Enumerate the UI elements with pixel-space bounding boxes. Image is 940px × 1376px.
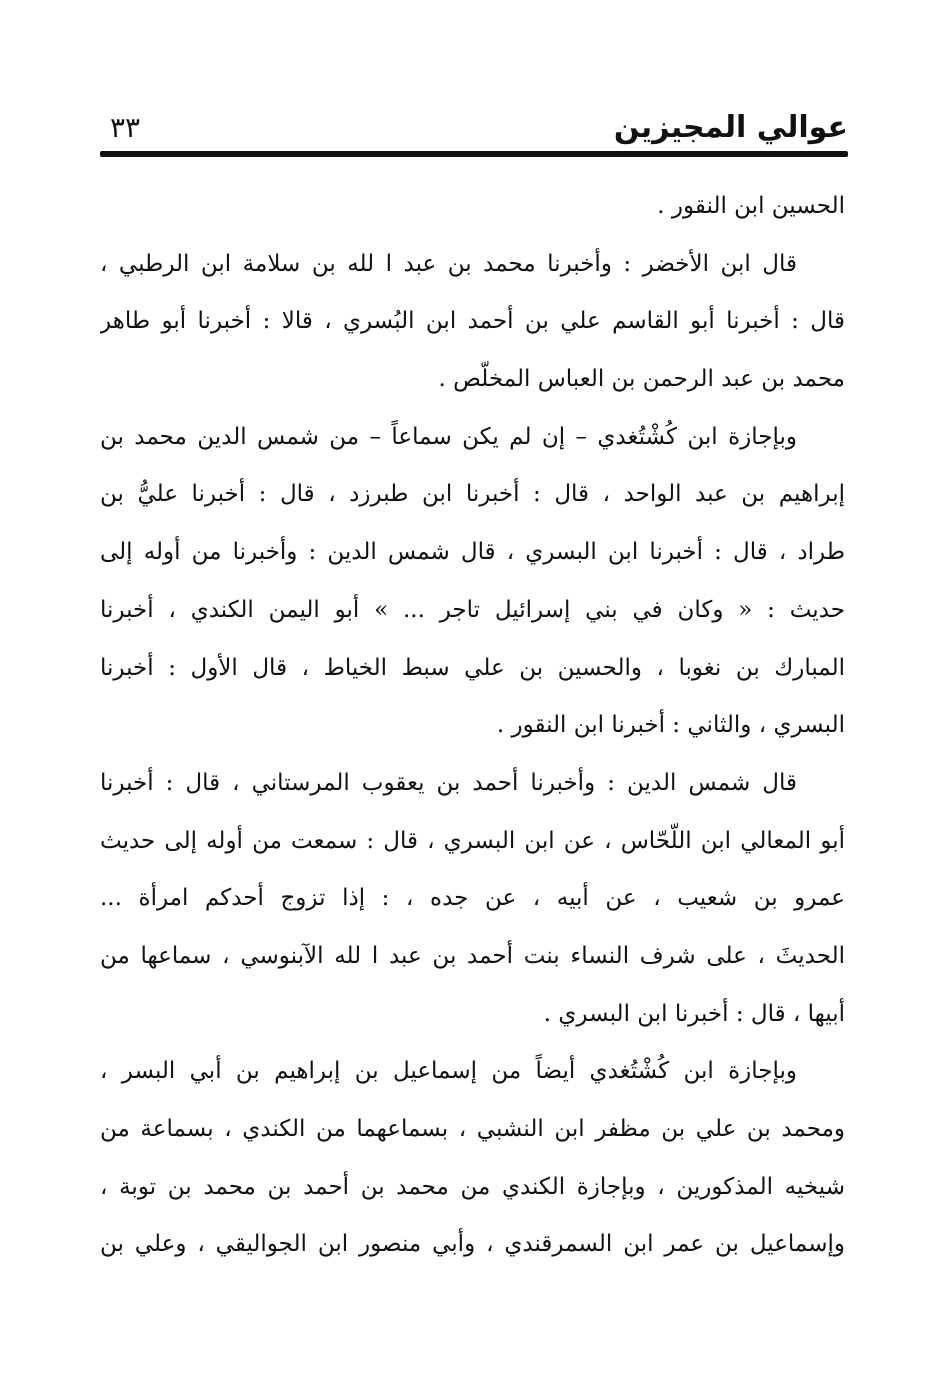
running-header [100,108,848,148]
text-line: قال : أخبرنا أبو القاسم علي بن أحمد ابن البُسري ، قالا : أخبرنا أبو طاهر [100,308,845,335]
text-line: قال ابن الأخضر : وأخبرنا محمد بن عبد ا لله بن سلامة ابن الرطبي ، [100,250,797,277]
text-line: وبإجازة ابن كُشْتُغدي أيضاً من إسماعيل بن إبراهيم بن أبي البسر ، [100,1058,797,1085]
text-line: الحديثَ ، على شرف النساء بنت أحمد بن عبد ا لله الآبنوسي ، سماعها من [100,942,845,969]
text-line: محمد بن عبد الرحمن بن العباس المخلّص . [438,366,845,393]
text-line: شيخيه المذكورين ، وبإجازة الكندي من محمد بن أحمد بن محمد بن توبة ، [100,1173,845,1200]
text-line: أبو المعالي ابن اللّحّاس ، عن ابن البسري ، قال : سمعت من أوله إلى حديث [100,827,845,854]
text-line: ومحمد بن علي بن مظفر ابن النشبي ، بسماعهما من الكندي ، بسماعة من [100,1116,845,1142]
text-line: حديث : « وكان في بني إسرائيل تاجر ... » أبو اليمن الكندي ، أخبرنا [100,596,845,623]
page-number: ٣٣ [110,111,141,144]
book-title: عوالي المجيزين [613,110,848,145]
text-line: أبيها ، قال : أخبرنا ابن البسري . [543,1000,845,1027]
header-rule [100,151,848,157]
text-line: عمرو بن شعيب ، عن أبيه ، عن جده ، : إذا تزوج أحدكم امرأة ... [100,885,845,912]
text-line: طراد ، قال : أخبرنا ابن البسري ، قال شمس الدين : وأخبرنا من أوله إلى [100,539,845,566]
text-line: وبإجازة ابن كُشْتُغدي – إن لم يكن سماعاً – من شمس الدين محمد بن [100,423,797,450]
text-line: وإسماعيل بن عمر ابن السمرقندي ، وأبي منصور ابن الجواليقي ، وعلي بن [100,1231,845,1258]
text-line: المبارك بن نغوبا ، والحسين بن علي سبط الخياط ، قال الأول : أخبرنا [100,654,845,681]
text-body [100,178,845,1274]
text-line: إبراهيم بن عبد الواحد ، قال : أخبرنا ابن طبرزد ، قال : أخبرنا عليُّ بن [100,481,845,508]
text-line: قال شمس الدين : وأخبرنا أحمد بن يعقوب المرستاني ، قال : أخبرنا [100,769,797,796]
text-line: الحسين ابن النقور . [657,193,845,219]
text-line: البسري ، والثاني : أخبرنا ابن النقور . [496,712,845,739]
